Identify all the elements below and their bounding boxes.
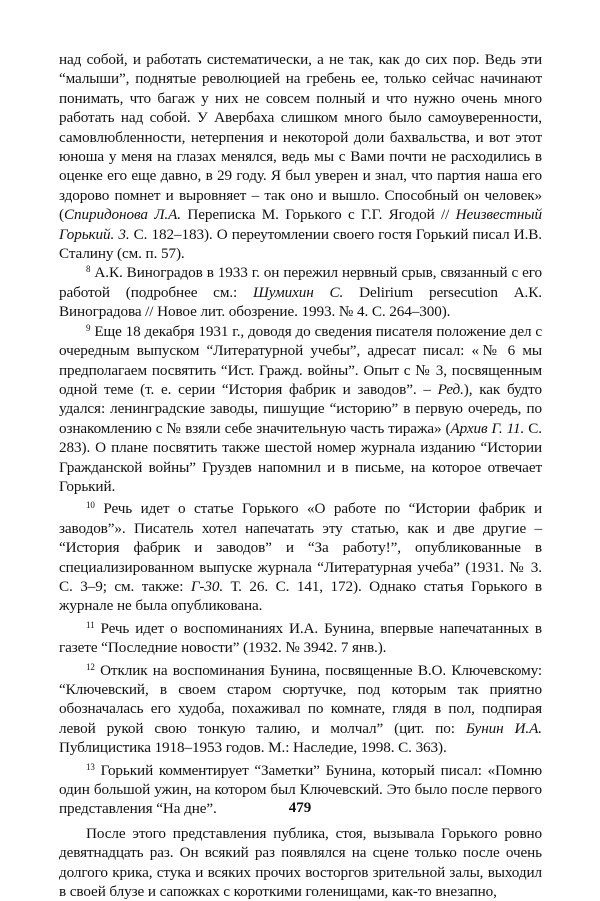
- footnote-marker: 13: [86, 761, 95, 772]
- text-run: Т. 26. С. 141, 172). Однако статья Горького в журнале не была опубликована.: [59, 577, 542, 615]
- footnote-marker: 12: [86, 661, 95, 672]
- text-run: Delirium persecution А.К. Виноградова // Новое лит. обозрение. 1993. № 4. С. 264–300).: [59, 283, 542, 321]
- italic-text: Спиридонова Л.А.: [63, 206, 181, 224]
- text-run: Горький комментирует “Заметки” Бунина, который писал: «Помню один большой ужин, на котором был Ключевский. Это было после первого представления “На дне”.: [59, 761, 542, 818]
- italic-text: Неизвестный Горький. 3.: [59, 206, 542, 243]
- text-run: Речь идет о воспоминаниях И.А. Бунина, впервые напечатанных в газете “Последние новости” (1932. № 3942. 7 янв.).: [59, 619, 542, 657]
- footnote-10: [59, 499, 542, 615]
- italic-text: Архив Г. 11.: [450, 419, 525, 437]
- page-text: [59, 50, 542, 901]
- text-run: над собой, и работать систематически, а не так, как до сих пор. Ведь эти “малыши”, поднятые революцией на гребень ее, только сейчас начинают понимать, что багаж у них не совсем полный и что нужно очень много работать над собой. У Авербаха слишком много было самоуверенности, самовлюбленности, нетерпения и некоторой доли бахвальства, и вот этот юноша у меня на глазах менялся, ведь мы с Вами почти не расходились в оценке его еще давно, в 29 году. Я был уверен и знал, что партия наша его здорово помнет и выровняет – так оно и вышло. Способный он человек» (: [59, 51, 542, 224]
- footnote-marker: 8: [86, 264, 91, 275]
- text-run: Переписка М. Горького с Г.Г. Ягодой //: [180, 206, 456, 224]
- italic-text: Г-30.: [190, 577, 224, 595]
- text-run: Речь идет о статье Горького «О работе по “Истории фабрик и заводов”». Писатель хотел напечатать эту статью, как и две другие – “История фабрик и заводов” и “За работу!”, опубликованные в специализированном выпуске журнала “Литературная учеба” (1931. № 3. С. 3–9; см. также:: [59, 500, 542, 595]
- text-run: Еще 18 декабря 1931 г., доводя до сведения писателя положение дел с очередным выпуском “Литературной учебы”, адресат писал: «№ 6 мы предполагаем посвятить “Ист. Гражд. войны”. Опыт с № 3, посвященным одной теме (т. е. серии “История фабрик и заводов”. –: [59, 322, 542, 398]
- text-run: Отклик на воспоминания Бунина, посвященные В.О. Ключевскому: “Ключевский, в своем старом сюртучке, под которым так приятно обозначалась его худоба, похаживал по комнате, глядя в пол, подпирая левой рукой свою тонкую талию, и молчал” (цит. по:: [59, 661, 542, 737]
- italic-text: Шумихин С.: [253, 283, 344, 301]
- text-run: С. 182–183). О переутомлении своего гостя Горький писал И.В. Сталину (см. п. 57).: [59, 225, 542, 263]
- paragraph-main: [59, 824, 542, 901]
- footnote-8: [59, 263, 542, 321]
- footnote-marker: 9: [86, 322, 91, 333]
- footnote-11: [59, 619, 542, 658]
- text-run: Публицистика 1918–1953 годов. М.: Наследие, 1998. С. 363).: [59, 739, 447, 757]
- text-run: После этого представления публика, стоя, вызывала Горького ровно девятнадцать раз. Он всякий раз появлялся на сцене только после очень долгого крика, стука и всяких прочих восторгов зрительной залы, выходил в своей блузе и сапожках с короткими голенищами, как-то внезапно,: [59, 824, 542, 901]
- text-run: А.К. Виноградов в 1933 г. он пережил нервный срыв, связанный с его работой (подробнее см.:: [59, 264, 542, 301]
- text-run: С. 283). О плане посвятить также шестой номер журнала изданию “Истории Гражданской войны” Груздев напомнил и в письме, на которое отвечает Горький.: [59, 419, 542, 495]
- paragraph-continuation: [59, 50, 542, 263]
- page-number: 479: [288, 800, 312, 816]
- footnote-12: [59, 661, 542, 758]
- italic-text: Бунин И.А.: [465, 719, 542, 737]
- footnote-marker: 11: [86, 619, 95, 630]
- text-run: ), как будто удался: ленинградские заводы, пишущие “историю” в первую очередь, по ознакомлению с № взяли себе значительную часть тиража» (: [59, 380, 542, 437]
- footnote-marker: 10: [86, 500, 95, 511]
- footnote-9: [59, 322, 542, 497]
- italic-text: Ред.: [437, 380, 464, 398]
